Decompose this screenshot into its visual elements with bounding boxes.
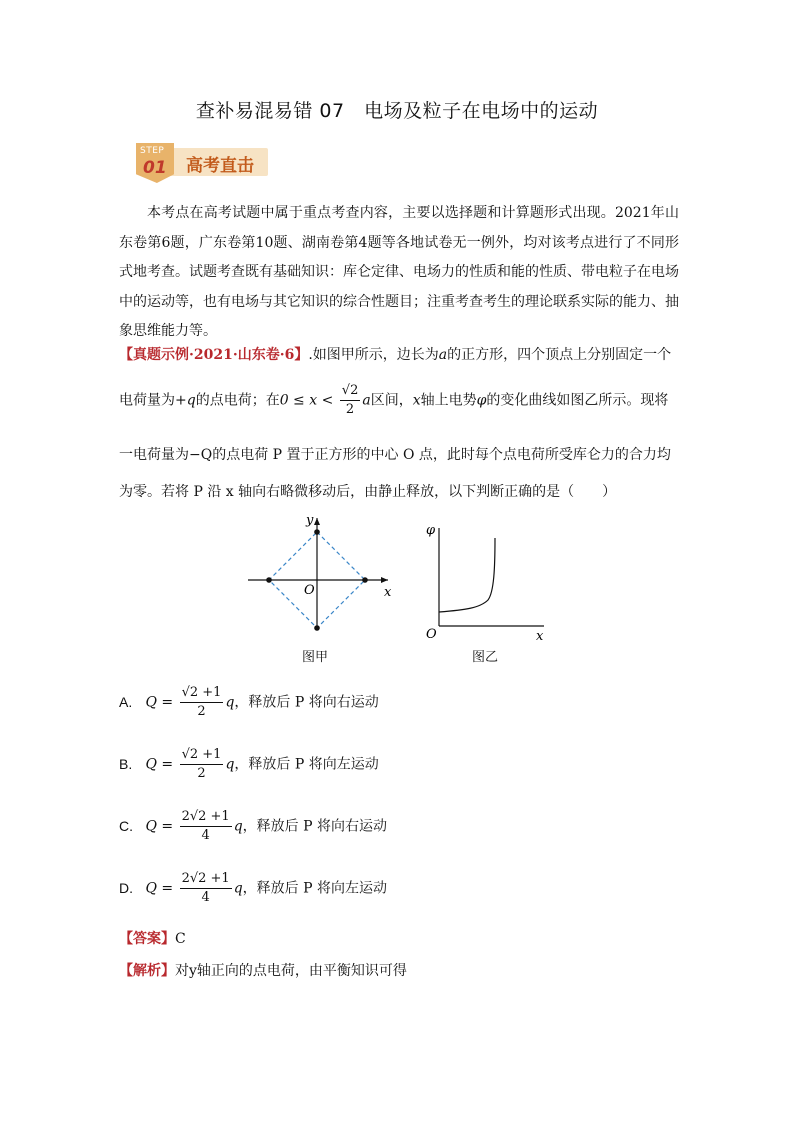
option-b[interactable]: B. Q = $\frac{√2 +1}{2}$ q，释放后 P 将向左运动	[119, 747, 379, 781]
charge-bottom	[314, 625, 320, 631]
example-tag: 【真题示例·2021·山东卷·6】	[119, 347, 309, 363]
charge-right	[362, 577, 368, 583]
step-heading: 高考直击	[186, 156, 254, 176]
charge-top	[314, 529, 320, 535]
left-origin-label: O	[304, 583, 315, 598]
figure-left-caption: 图甲	[302, 650, 329, 665]
option-a[interactable]: A. Q = $\frac{√2 +1}{2}$ q，释放后 P 将向右运动	[119, 685, 379, 719]
analysis-text: 对y轴正向的点电荷，由平衡知识可得	[175, 963, 407, 979]
right-x-label: x	[536, 629, 544, 644]
example-line-2: 电荷量为+q的点电荷；在0 ≤ x < $\frac{√2}{2}$ a区间，x轴上电势φ的变化曲线如图乙所示。现将	[119, 383, 669, 417]
figure-svg	[240, 508, 560, 658]
right-y-label: φ	[426, 523, 436, 538]
example-line-4: 为零。若将 P 沿 x 轴向右略微移动后，由静止释放，以下判断正确的是（ ）	[119, 484, 617, 500]
figure-right	[426, 523, 544, 644]
step-banner	[136, 143, 268, 185]
potential-curve	[439, 538, 495, 612]
figure-right-caption: 图乙	[472, 650, 499, 665]
charge-left	[266, 577, 272, 583]
analysis-tag: 【解析】	[119, 963, 175, 979]
right-origin-label: O	[426, 627, 437, 642]
example-line-1: 【真题示例·2021·山东卷·6】.如图甲所示，边长为a的正方形，四个顶点上分别固定一个	[119, 347, 672, 363]
page-title: 查补易混易错 07 电场及粒子在电场中的运动	[195, 100, 599, 122]
step-label: STEP	[140, 146, 165, 156]
left-y-label: y	[306, 513, 314, 528]
answer-tag: 【答案】	[119, 931, 175, 947]
figure-area	[240, 508, 560, 662]
option-d[interactable]: D. Q = $\frac{2√2 +1}{4}$ q，释放后 P 将向左运动	[119, 871, 387, 905]
figure-left	[248, 513, 392, 631]
analysis-line	[119, 960, 407, 980]
option-c[interactable]: C. Q = $\frac{2√2 +1}{4}$ q，释放后 P 将向右运动	[119, 809, 387, 843]
example-line-3: 一电荷量为−Q的点电荷 P 置于正方形的中心 O 点，此时每个点电荷所受库仑力的合力均	[119, 447, 671, 463]
step-number: 01	[143, 158, 167, 178]
left-y-arrow	[314, 518, 320, 525]
left-x-label: x	[384, 585, 392, 600]
answer-line	[119, 928, 186, 948]
intro-paragraph: 本考点在高考试题中属于重点考查内容，主要以选择题和计算题形式出现。2021年山东卷第6题，广东卷第10题、湖南卷第4题等各地试卷无一例外，均对该考点进行了不同形式地考查。试题考查既有基础知识：库仑定律、电场力的性质和能的性质、带电粒子在电场中的运动等，也有电场与其它知识的综合性题目；注重考查考生的理论联系实际的能力、抽象思维能力等。	[119, 205, 679, 339]
left-x-arrow	[381, 577, 388, 583]
fraction-sqrt2-over-2: $\frac{√2}{2}$	[341, 383, 359, 417]
answer-value: C	[175, 931, 186, 947]
